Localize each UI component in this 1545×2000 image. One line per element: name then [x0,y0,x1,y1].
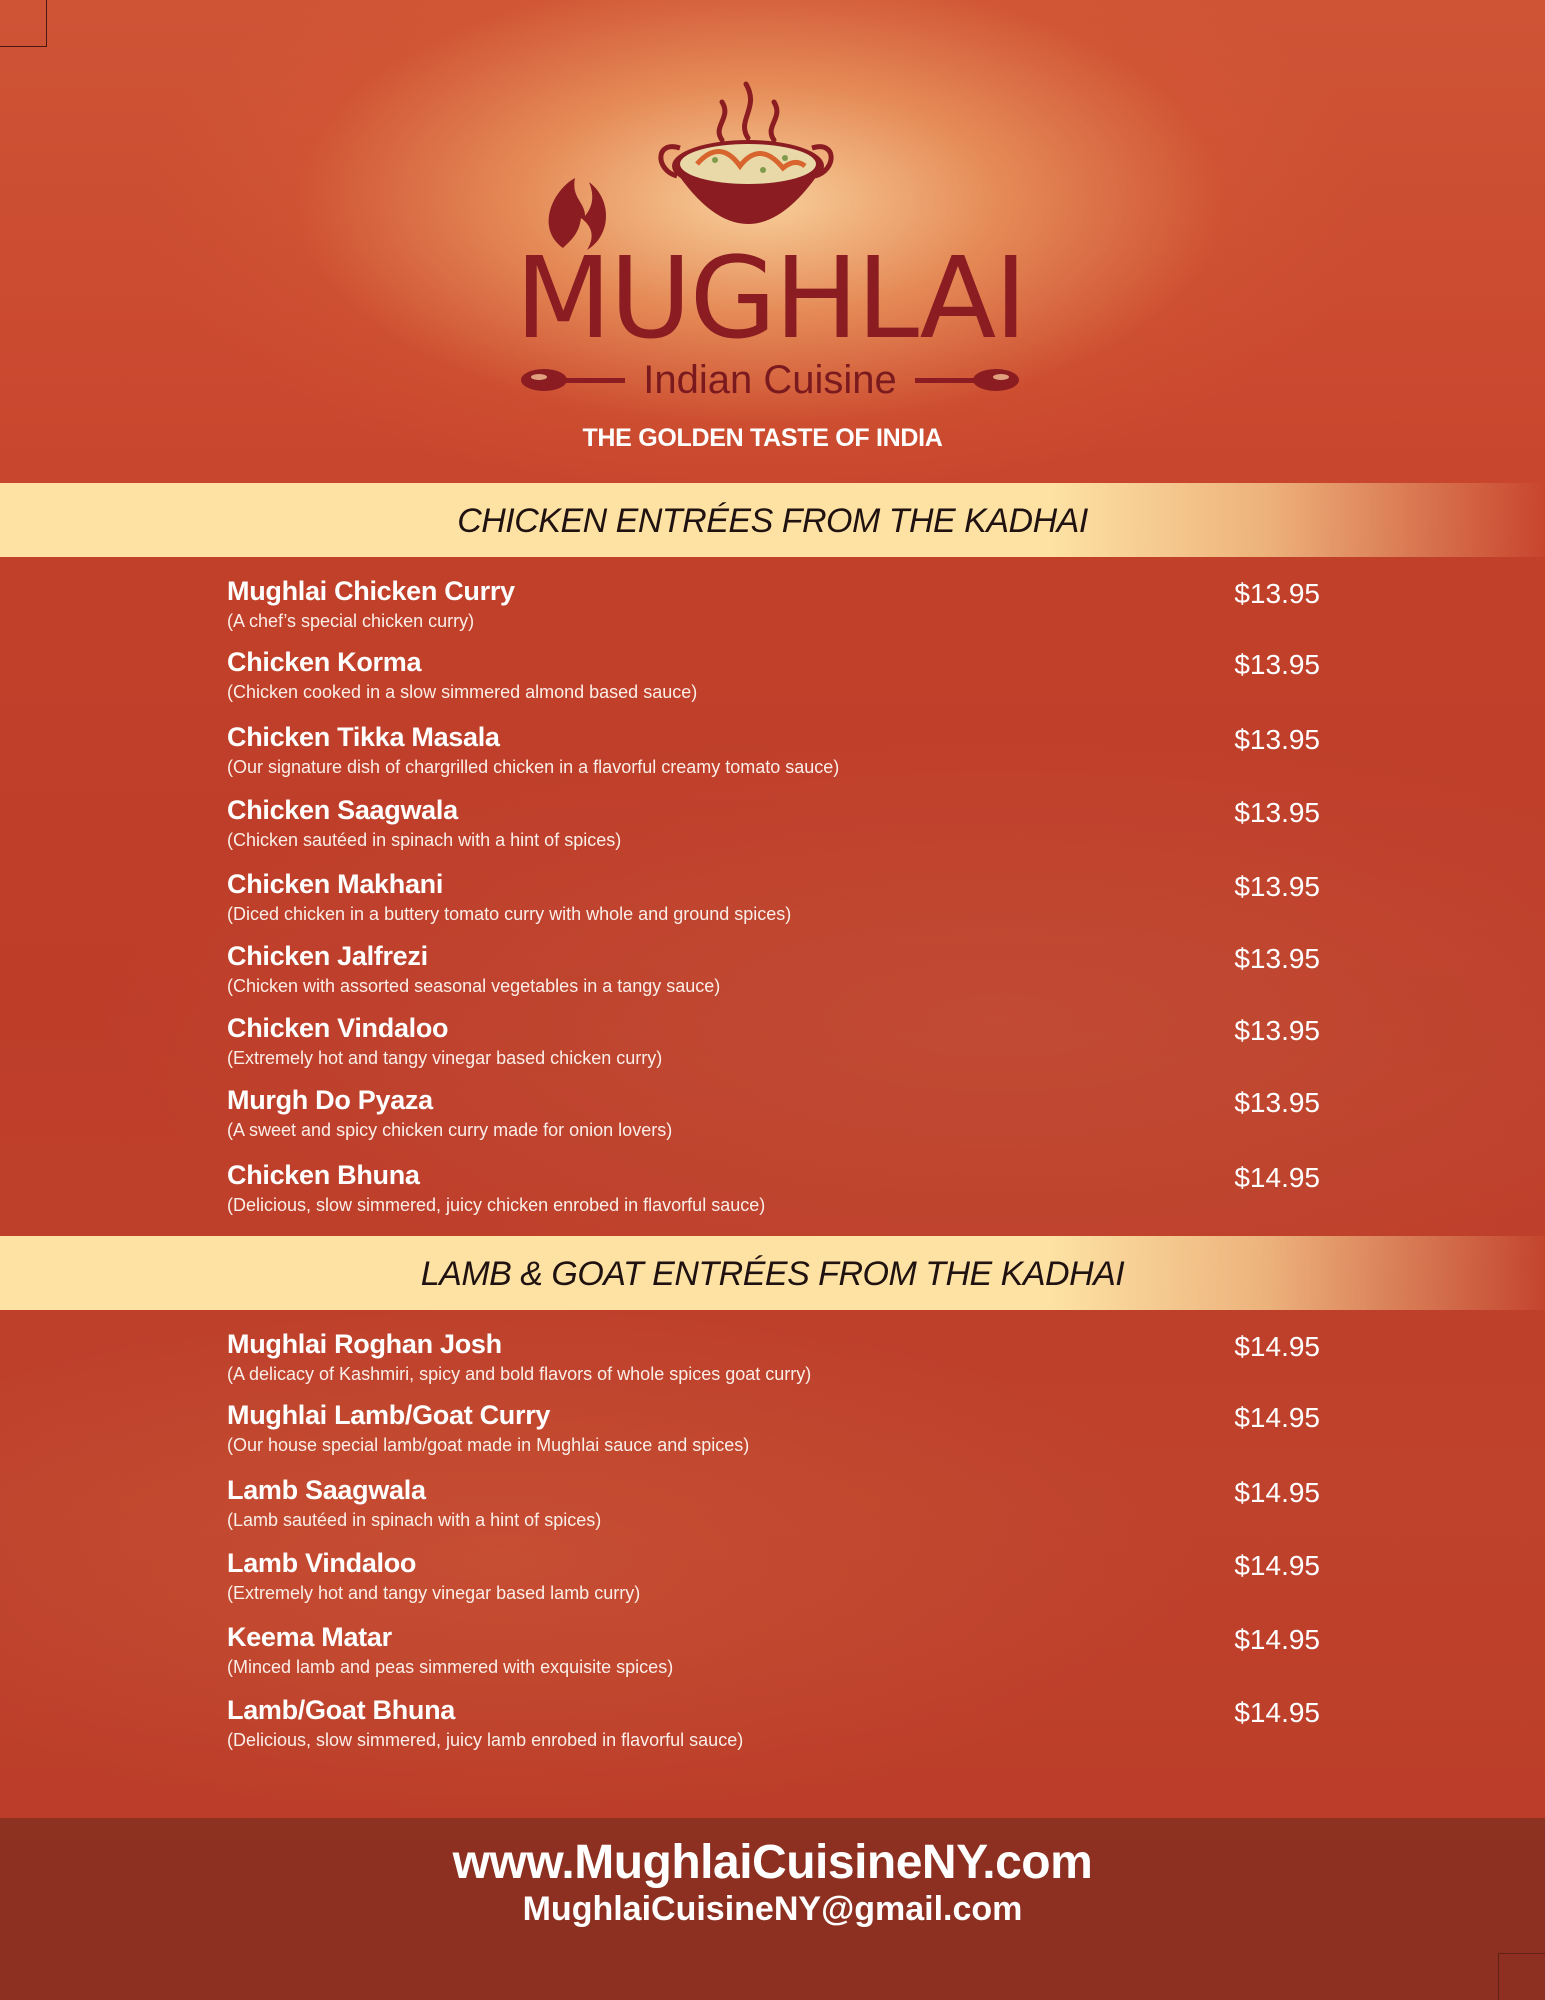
item-name: Mughlai Lamb/Goat Curry [227,1400,551,1430]
item-description: (Extremely hot and tangy vinegar based lamb curry) [227,1583,641,1603]
logo-subtitle: Indian Cuisine [643,358,897,402]
item-price: $13.95 [1234,1015,1320,1046]
item-price: $13.95 [1234,943,1320,974]
item-description: (Diced chicken in a buttery tomato curry with whole and ground spices) [227,904,792,924]
item-price: $13.95 [1234,1087,1320,1118]
menu-item [227,1013,1327,1077]
item-price: $13.95 [1234,649,1320,680]
item-description: (Our signature dish of chargrilled chicken in a flavorful creamy tomato sauce) [227,757,840,777]
menu-item [227,647,1327,711]
section-header-chicken [0,483,1545,557]
item-name: Chicken Bhuna [227,1160,420,1190]
menu-item [227,1400,1327,1464]
menu-item [227,1160,1327,1224]
item-name: Chicken Saagwala [227,795,458,825]
item-description: (Lamb sautéed in spinach with a hint of spices) [227,1510,602,1530]
item-name: Lamb/Goat Bhuna [227,1695,456,1725]
section-title: LAMB & GOAT ENTRÉES FROM THE KADHAI [420,1255,1125,1293]
menu-item [227,795,1327,859]
menu-item [227,722,1327,786]
item-description: (Minced lamb and peas simmered with exquisite spices) [227,1657,674,1677]
item-price: $14.95 [1234,1477,1320,1508]
item-description: (Chicken sautéed in spinach with a hint of spices) [227,830,622,850]
menu-item [227,1329,1327,1393]
item-description: (A chef’s special chicken curry) [227,611,475,631]
item-name: Mughlai Roghan Josh [227,1329,502,1359]
item-name: Chicken Jalfrezi [227,941,428,971]
logo-wordmark: MUGHLAI [515,234,1026,364]
item-description: (A sweet and spicy chicken curry made for onion lovers) [227,1120,673,1140]
item-description: (Delicious, slow simmered, juicy lamb enrobed in flavorful sauce) [227,1730,744,1750]
tagline: THE GOLDEN TASTE OF INDIA [582,424,943,452]
item-price: $13.95 [1234,724,1320,755]
section-title: CHICKEN ENTRÉES FROM THE KADHAI [457,502,1088,540]
item-name: Chicken Makhani [227,869,444,899]
menu-item [227,1622,1327,1686]
footer-website-link[interactable]: www.MughlaiCuisineNY.com [452,1836,1093,1889]
crop-mark [0,0,47,47]
menu-item [227,1695,1327,1759]
menu-item [227,1475,1327,1539]
item-price: $14.95 [1234,1331,1320,1362]
item-name: Lamb Vindaloo [227,1548,417,1578]
item-price: $14.95 [1234,1697,1320,1728]
item-price: $13.95 [1234,871,1320,902]
item-name: Chicken Tikka Masala [227,722,500,752]
item-price: $14.95 [1234,1402,1320,1433]
item-price: $14.95 [1234,1162,1320,1193]
item-description: (Chicken with assorted seasonal vegetables in a tangy sauce) [227,976,721,996]
item-name: Murgh Do Pyaza [227,1085,433,1115]
menu-item [227,576,1327,640]
item-name: Chicken Korma [227,647,422,677]
item-description: (Extremely hot and tangy vinegar based chicken curry) [227,1048,663,1068]
item-description: (Chicken cooked in a slow simmered almond based sauce) [227,682,698,702]
item-price: $13.95 [1234,578,1320,609]
menu-item [227,1085,1327,1149]
mughlai-logo [515,78,1025,408]
item-name: Lamb Saagwala [227,1475,426,1505]
item-description: (A delicacy of Kashmiri, spicy and bold flavors of whole spices goat curry) [227,1364,812,1384]
item-price: $14.95 [1234,1550,1320,1581]
item-name: Keema Matar [227,1622,392,1652]
menu-item [227,941,1327,1005]
menu-item [227,1548,1327,1612]
section-header-lamb-goat [0,1236,1545,1310]
item-price: $13.95 [1234,797,1320,828]
item-name: Mughlai Chicken Curry [227,576,515,606]
item-description: (Our house special lamb/goat made in Mughlai sauce and spices) [227,1435,750,1455]
footer-email-link[interactable]: MughlaiCuisineNY@gmail.com [522,1890,1023,1928]
item-description: (Delicious, slow simmered, juicy chicken enrobed in flavorful sauce) [227,1195,766,1215]
item-name: Chicken Vindaloo [227,1013,449,1043]
item-price: $14.95 [1234,1624,1320,1655]
menu-item [227,869,1327,933]
